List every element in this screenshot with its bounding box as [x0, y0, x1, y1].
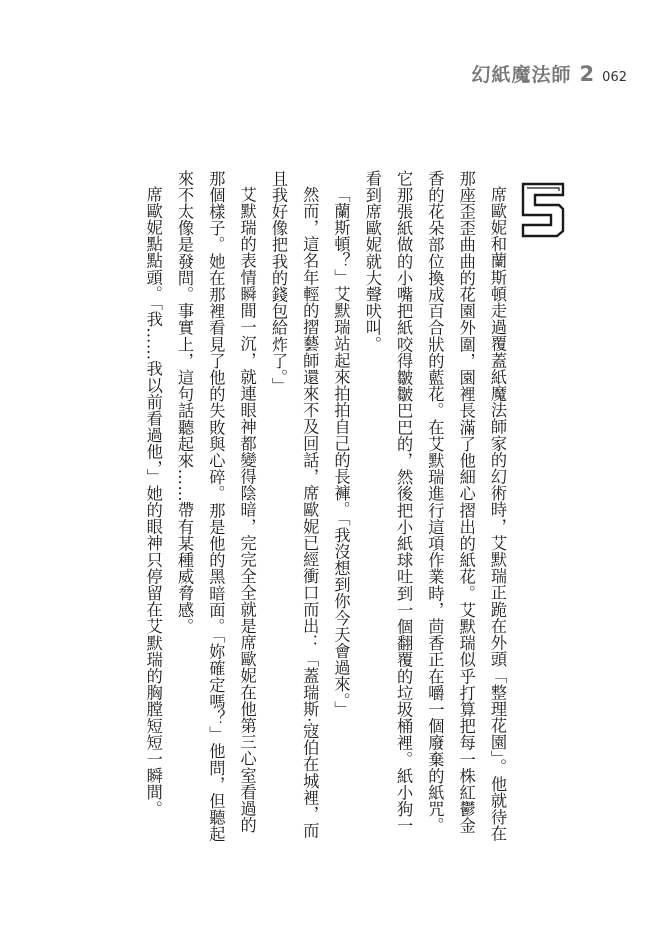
paragraph: 席歐妮點點頭。「我……我以前看過他，」她的眼神只停留在艾默瑞的胸膛短短一瞬間。	[143, 186, 163, 818]
book-title: 幻紙魔法師	[471, 64, 572, 86]
running-header	[472, 60, 627, 87]
paragraph: 艾默瑞的表情瞬間一沉，就連眼神都變得陰暗，完完全全就是席歐妮在他第三心室看過的那個樣子。她在那裡看見了他的失敗與心碎。那是他的黑暗面。「妳確定嗎？」他問，但聽起來不太像是發問。事實上，這句話聽起來……帶有某種威脅感。	[175, 170, 257, 843]
page-number: 062	[602, 70, 627, 85]
paragraph: 「蘭斯頓？」艾默瑞站起來拍拍自己的長褲。「我沒想到你今天會過來。」	[331, 186, 351, 718]
chapter-number-mark	[519, 181, 567, 239]
body-text	[137, 170, 513, 850]
paragraph: 席歐妮和蘭斯頓走過覆蓋紙魔法師家的幻術時，艾默瑞正跪在外頭「整理花園」。他就待在那座歪歪曲曲的花園外圍，園裡長滿了他細心摺出的紙花。艾默瑞似乎打算把每一株紅鬱金香的花朵部位換成百合狀的藍花。在艾默瑞進行這項作業時，茴香正在嚼一個廢棄的紙咒。它那張紙做的小嘴把紙咬得皺皺巴巴的，然後把小紙球吐到一個翻覆的垃圾桶裡。紙小狗一看到席歐妮就大聲吠叫。	[362, 170, 507, 843]
volume-number: 2	[579, 62, 595, 86]
paragraph: 然而，這名年輕的摺藝師還來不及回話，席歐妮已經衝口而出：「蓋瑞斯·寇伯在城裡，而且我好像把我的錢包給炸了。」	[268, 170, 320, 840]
